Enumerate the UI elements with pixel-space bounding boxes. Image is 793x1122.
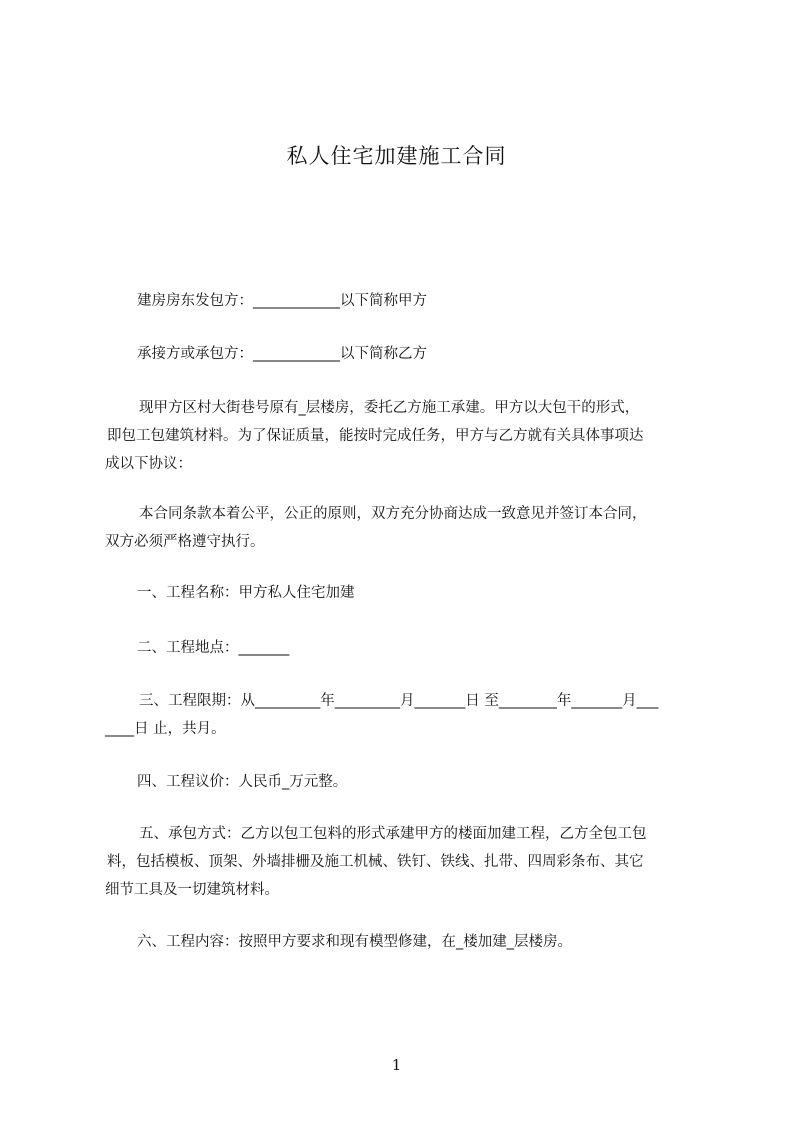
period-line-2: ____日 止，共月。 [105, 721, 226, 737]
clause-project-period [105, 687, 658, 743]
party-b-line: 承接方或承包方：____________以下简称乙方 [137, 346, 427, 362]
party-a-line: 建房房东发包方：____________以下简称甲方 [137, 293, 427, 309]
period-line-1: 三、工程限期：从_________年_________月_______日 至________年_______月___ [139, 693, 659, 709]
clause-contract-method [105, 820, 647, 904]
intro-line-3: 成以下协议： [105, 456, 192, 472]
intro-line-1: 现甲方区村大街巷号原有_层楼房，委托乙方施工承建。甲方以大包干的形式， [139, 400, 640, 416]
method-line-1: 五、承包方式：乙方以包工包料的形式承建甲方的楼面加建工程，乙方全包工包 [139, 826, 647, 842]
principle-line-1: 本合同条款本着公平，公正的原则，双方充分协商达成一致意见并签订本合同， [139, 506, 647, 522]
principle-line-2: 双方必须严格遵守执行。 [105, 534, 265, 550]
page-number: 1 [391, 1056, 402, 1074]
clause-project-content: 六、工程内容：按照甲方要求和现有模型修建，在_楼加建_层楼房。 [137, 934, 572, 950]
principle-paragraph [105, 500, 647, 556]
clause-project-name: 一、工程名称：甲方私人住宅加建 [137, 585, 355, 601]
method-line-3: 细节工具及一切建筑材料。 [105, 882, 279, 898]
page-title: 私人住宅加建施工合同 [286, 144, 507, 168]
intro-paragraph [105, 394, 644, 478]
clause-project-price: 四、工程议价：人民币_万元整。 [137, 774, 348, 790]
method-line-2: 料，包括模板、顶架、外墙排栅及施工机械、铁钉、铁线、扎带、四周彩条布、其它 [107, 854, 644, 870]
clause-project-location: 二、工程地点：_______ [137, 640, 290, 656]
intro-line-2: 即包工包建筑材料。为了保证质量，能按时完成任务，甲方与乙方就有关具体事项达 [107, 428, 644, 444]
